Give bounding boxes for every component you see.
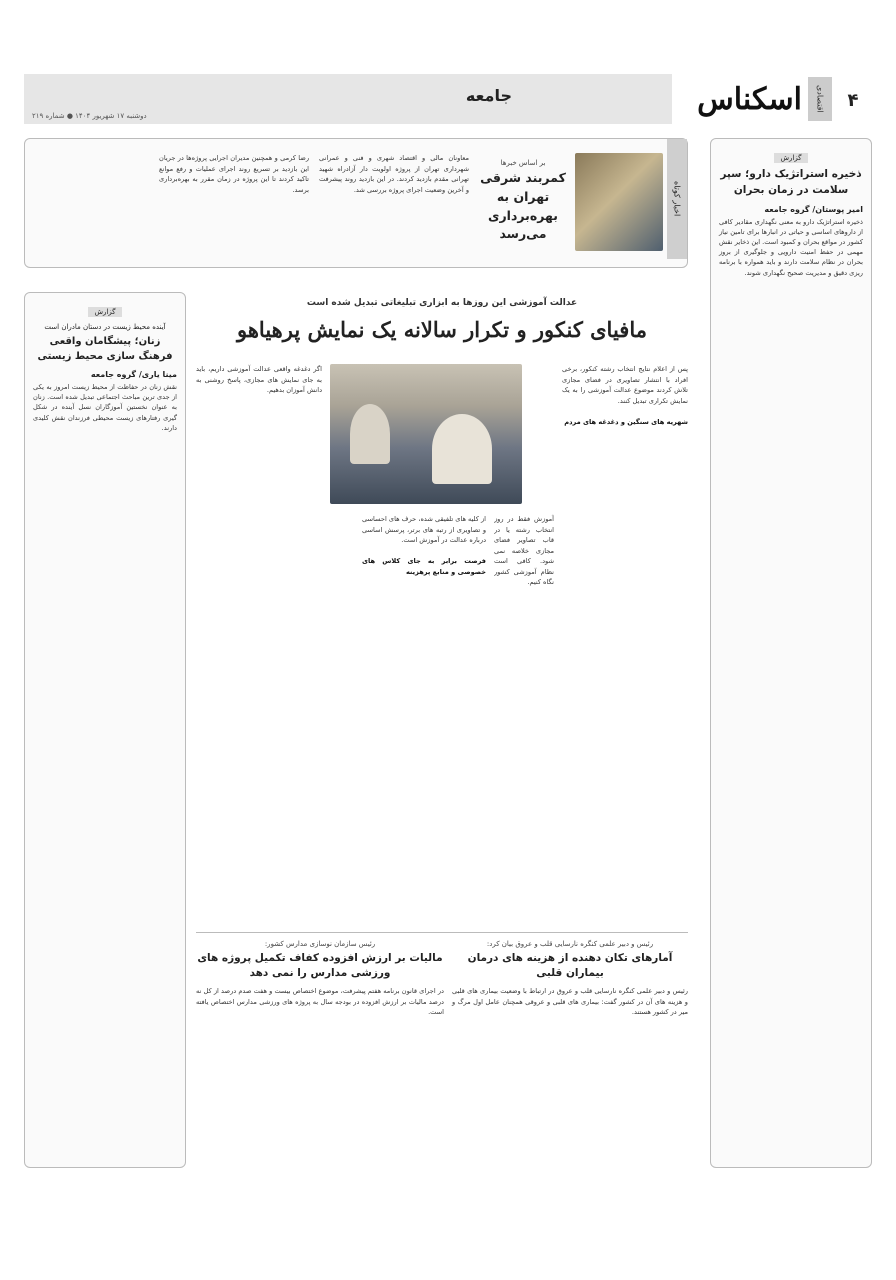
heart-disease-article <box>452 940 688 1172</box>
section-bar <box>24 74 672 124</box>
strip-column-1: معاونان مالی و اقتصاد شهری و فنی و عمرانی شهرداری تهران از پروژه اولویت دار آزادراه شهید تهرانی مقدم بازدید کردند. در این بازدید روند پیشرفت و آخرین وضعیت اجرای پروژه بررسی شد. <box>319 154 469 194</box>
logo <box>682 74 832 124</box>
divider <box>196 932 688 933</box>
masthead <box>24 74 872 124</box>
kicker: گزارش <box>774 153 807 163</box>
article-lead: آینده محیط زیست در دستان مادران است <box>44 323 166 331</box>
left-column-article <box>24 292 186 1168</box>
news-photo <box>575 153 663 251</box>
lead-column-d: اگر دغدغه واقعی عدالت آموزشی داریم، باید به جای نمایش های مجازی، پاسخ روشنی به دانش آموزان بدهیم. <box>196 365 322 395</box>
page-number: ۴ <box>847 89 859 111</box>
school-sports-article <box>196 940 444 1172</box>
article-body: ذخیره استراتژیک دارو به معنی نگهداری مقادیر کافی از داروهای اساسی و حیاتی در انبارها برای تامین نیاز کشور در مواقع بحران و کمبود است. این ذخایر نقش مهمی در حفظ امنیت دارویی و جلوگیری از بروز بحران در نظام سلامت دارند و باید همواره با برنامه ریزی دقیق و مدیریت صحیح نگهداری شوند. <box>719 217 863 277</box>
logo-text: اسکناس <box>697 81 802 117</box>
strip-pre: بر اساس خبرها <box>500 159 546 167</box>
byline: امیر پوستان/ گروه جامعه <box>764 204 863 214</box>
strip-tab: اخبار کوتاه <box>667 139 687 259</box>
lead-overline: عدالت آموزشی این روزها به ابزاری تبلیغاتی تبدیل شده است <box>306 298 578 308</box>
section-title: جامعه <box>465 86 512 105</box>
lead-subhead-2: شهریه های سنگین و دغدغه های مردم <box>564 417 688 426</box>
lead-subhead: فرصت برابر به جای کلاس های خصوصی و منابع پرهزینه <box>362 557 486 576</box>
strip-column-2: رضا کرمی و همچنین مدیران اجرایی پروژه‌ها در جریان این بازدید بر تسریع روند اجرای عملیات و رفع موانع تاکید کردند تا این پروژه در زمان مقرر به بهره‌برداری برسد. <box>159 154 309 194</box>
article-pre: رئیس سازمان نوسازی مدارس کشور: <box>264 940 376 948</box>
logo-tag: اقتصادی <box>808 77 832 121</box>
article-body: رئیس و دبیر علمی کنگره نارسایی قلب و عروق در ارتباط با وضعیت بیماری های قلبی و هزینه های آن در کشور گفت: بیماری های قلبی و عروقی همچنان عامل اول مرگ و میر در کشور هستند. <box>452 987 688 1016</box>
article-title: زنان؛ پیشگامان واقعی فرهنگ سازی محیط زیستی <box>37 336 173 362</box>
article-pre: رئیس و دبیر علمی کنگره نارسایی قلب و عروق بیان کرد: <box>486 940 654 948</box>
strip-headline: کمربند شرقی تهران به بهره‌برداری می‌رسد <box>480 170 566 242</box>
kicker: گزارش <box>88 307 121 317</box>
lead-article <box>196 290 688 918</box>
article-title: ذخیره استراتژیک دارو؛ سپر سلامت در زمان بحران <box>720 168 862 196</box>
right-column-article <box>710 138 872 1168</box>
lead-column-a <box>562 364 688 904</box>
lead-column-b: آموزش فقط در روز انتخاب رشته یا در قاب تصاویر فضای مجازی خلاصه نمی شود. کافی است نظام آموزشی کشور نگاه کنیم. <box>494 515 554 587</box>
byline: مینا یاری/ گروه جامعه <box>90 370 177 379</box>
article-headline: مالیات بر ارزش افزوده کفاف تکمیل پروژه های ورزشی مدارس را نمی دهد <box>197 952 443 979</box>
strip-headline-block <box>477 159 569 244</box>
lead-text-c: از کلیه های تلفیقی شده، حرف های احساسی و تصاویری از رتبه های برتر، پرسش اساسی درباره عدالت در آموزش است. <box>362 515 486 545</box>
lead-column-c <box>362 514 486 904</box>
exam-photo <box>330 364 522 504</box>
article-headline: آمارهای تکان دهنده از هزینه های درمان بیماران قلبی <box>467 952 673 979</box>
article-body: نقش زنان در حفاظت از محیط زیست امروز به یکی از جدی ترین مباحث اجتماعی تبدیل شده است. زنان به عنوان نخستین آموزگاران نسل آینده در شکل گیری رفتارهای زیست محیطی فرزندان نقش کلیدی دارند. <box>33 383 177 432</box>
lead-text-a: پس از اعلام نتایج انتخاب رشته کنکور، برخی افراد با انتشار تصاویری در فضای مجازی تلاش کردند موضوع عدالت آموزشی را به یک نمایش تکراری تبدیل کنند. <box>562 365 688 405</box>
issue-info: دوشنبه ۱۷ شهریور ۱۴۰۴ ● شماره ۲۱۹ <box>32 112 147 120</box>
lead-headline: مافیای کنکور و تکرار سالانه یک نمایش پرهیاهو <box>237 317 647 342</box>
article-body: در اجرای قانون برنامه هفتم پیشرفت، موضوع اختصاص بیست و هفت صدم درصد از کل نه درصد مالیات بر ارزش افزوده در بودجه سال به پروژه های ورزشی مدارس اختصاص یافته است. <box>196 987 444 1016</box>
news-strip <box>24 138 688 268</box>
